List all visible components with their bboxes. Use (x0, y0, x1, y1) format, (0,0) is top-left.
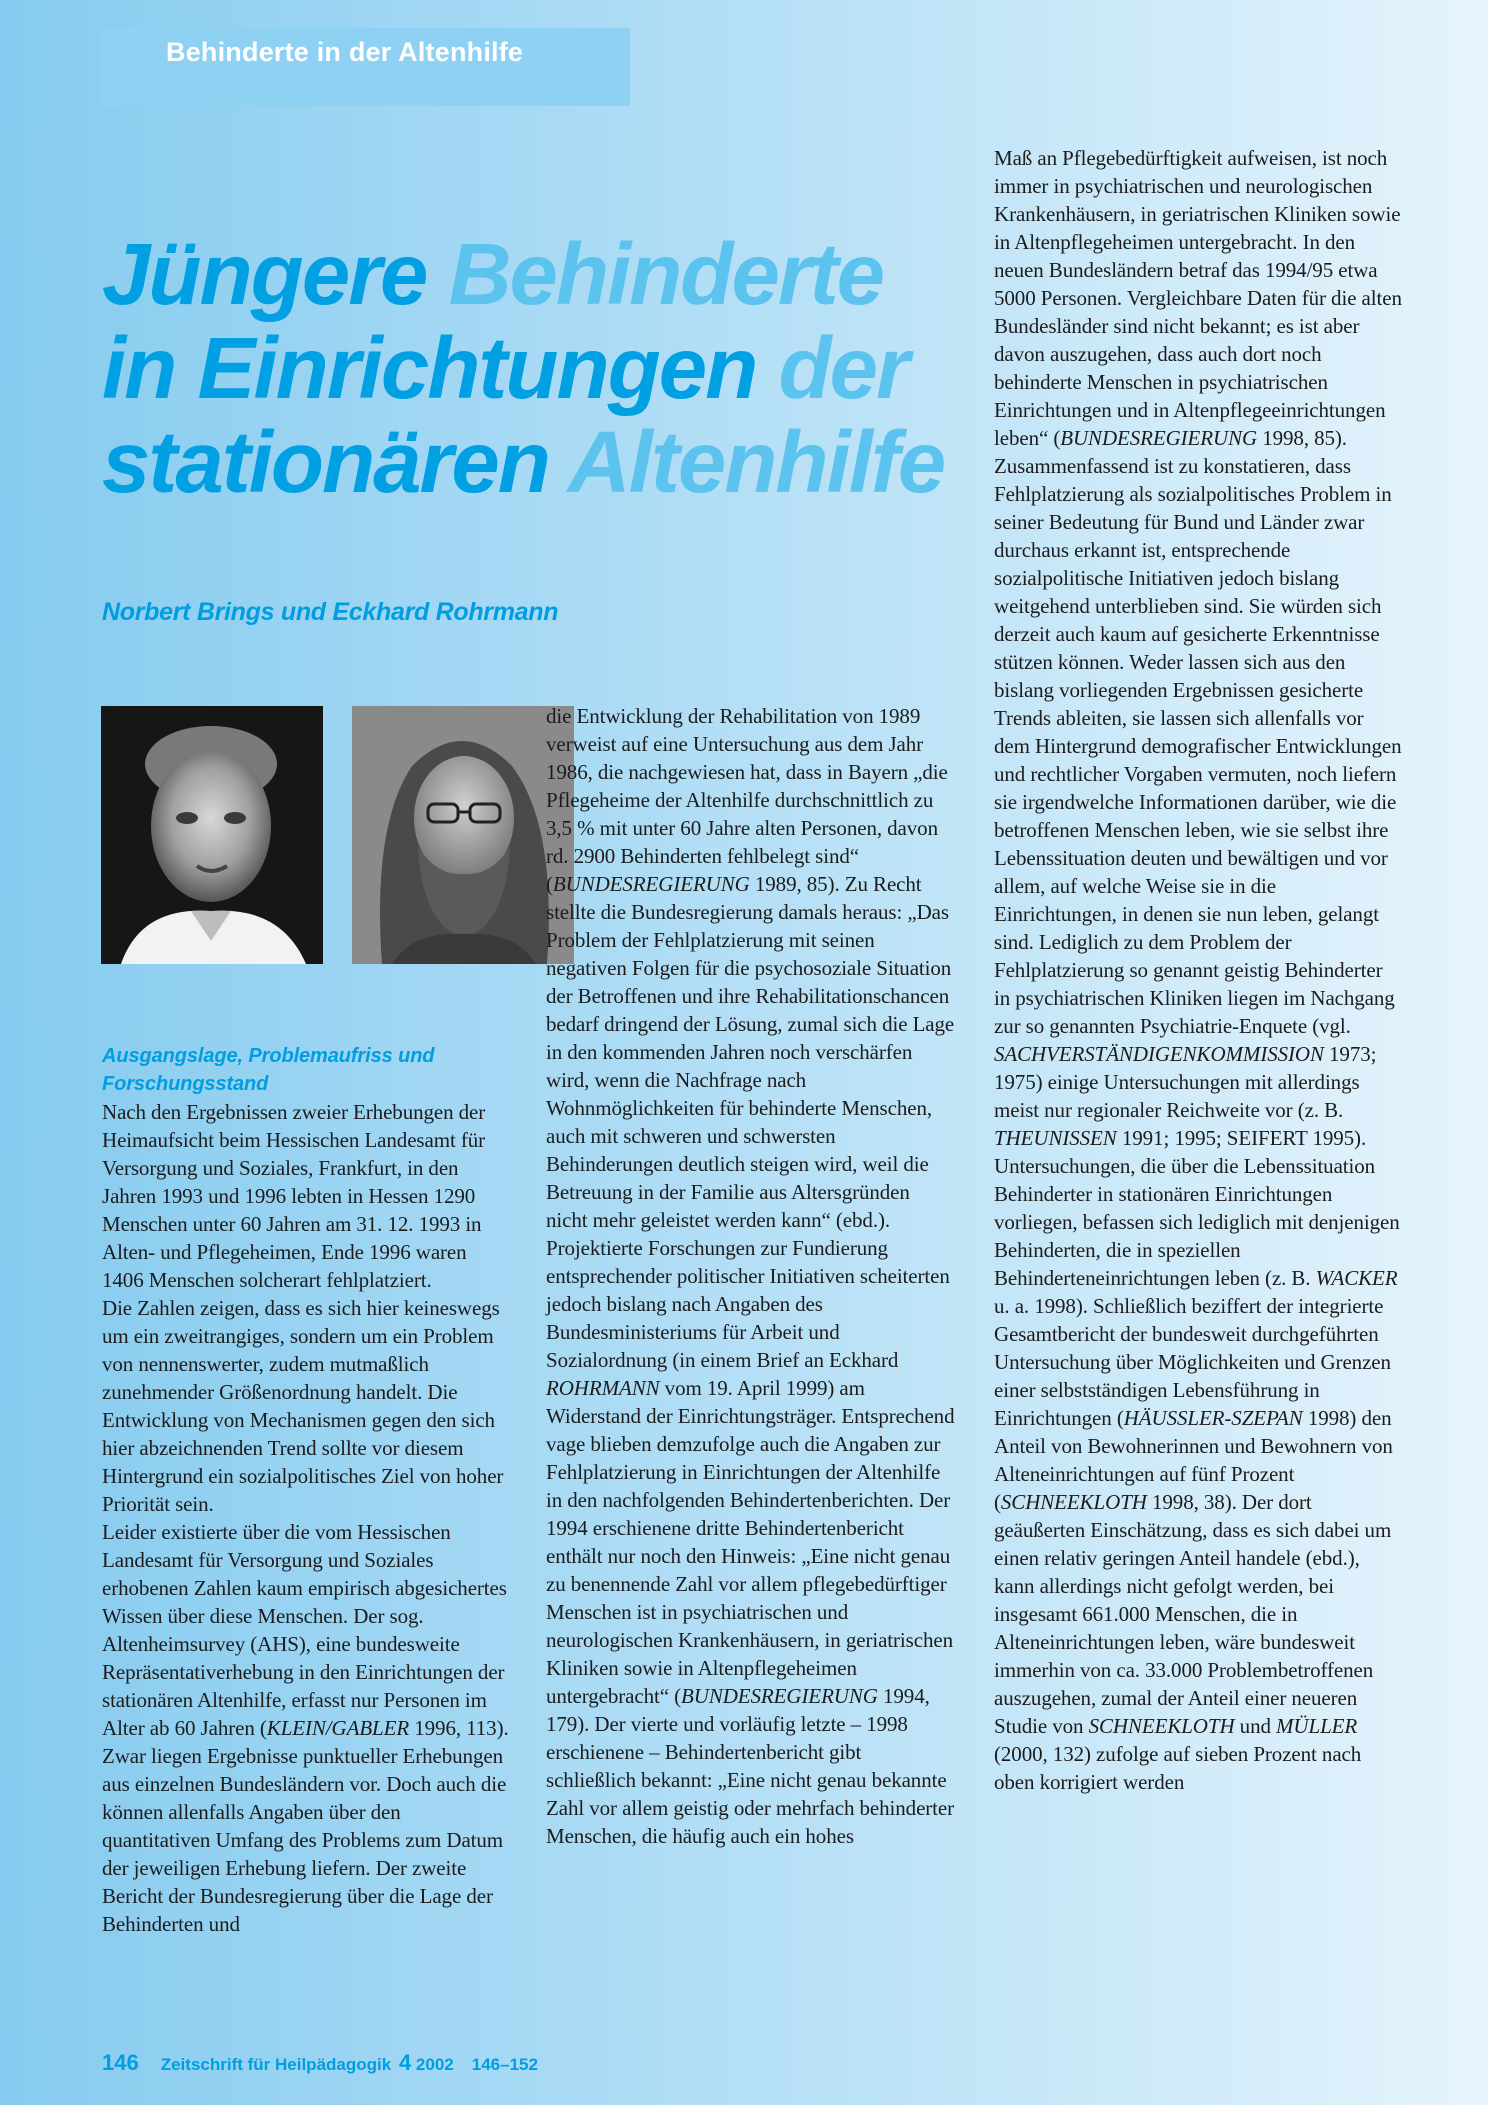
title-word: Altenhilfe (567, 414, 945, 511)
text-run: 1998, 38). Der dort geäußerten Einschätzung, dass es sich dabei um einen relativ geringen Anteil handele (ebd.), kann allerdings nicht gefolgt werden, bei insgesamt 661.000 Menschen, die in Alteneinrichtungen leben, wäre bundesweit immerhin von ca. 33.000 Problembetroffenen auszugehen, zumal der Anteil einer neueren Studie von (994, 1490, 1392, 1738)
section-header-bar (100, 28, 630, 106)
citation: ROHRMANN (546, 1376, 660, 1400)
text-run: 1989, 85). Zu Recht stellte die Bundesregierung damals heraus: „Das Problem der Fehlplatzierung mit seinen negativen Folgen für die psychosoziale Situation der Betroffenen und ihre Rehabilitationschancen bedarf dringend der Lösung, zumal sich die Lage in den kommenden Jahren noch verschärfen wird, wenn die Nachfrage nach Wohnmöglichkeiten für behinderte Menschen, auch mit schweren und schwersten Behinderungen deutlich steigen wird, weil die Betreuung in der Familie aus Altersgründen nicht mehr geleistet werden kann“ (ebd.). Projektierte Forschungen zur Fundierung entsprechender politischer Initiativen scheiterten jedoch bislang nach Angaben des Bundesministeriums für Arbeit und Sozialordnung (in einem Brief an Eckhard (546, 872, 955, 1372)
paragraph (546, 702, 956, 1850)
text-run: 1998, 85). (1257, 426, 1347, 450)
publication-year: 2002 (415, 2055, 454, 2074)
citation: BUNDESREGIERUNG (552, 872, 750, 896)
text-run: 1998) den Anteil von Bewohnerinnen und Bewohnern von Alteneinrichtungen auf fünf Prozent ( (994, 1406, 1393, 1514)
author-photo-rohrmann (352, 706, 574, 964)
text-column-1 (102, 1042, 510, 1938)
title-word: der (778, 320, 908, 417)
text-run: die Entwicklung der Rehabilitation von 1989 verweist auf eine Untersuchung aus dem Jahr 1986, die nachgewiesen hat, dass in Bayern „die Pflegeheime der Altenhilfe durchschnittlich zu 3,5 % mit unter 60 Jahre alten Personen, davon rd. 2900 Behinderten fehlbelegt sind“ ( (546, 704, 948, 896)
section-subheading: Ausgangslage, Problemaufriss und Forschungsstand (102, 1045, 435, 1095)
citation: SACHVERSTÄNDIGENKOMMISSION (994, 1042, 1324, 1066)
journal-name: Zeitschrift für Heilpädagogik (160, 2055, 392, 2074)
text-run: 1996, 113). (409, 1716, 509, 1740)
citation: MÜLLER (1276, 1714, 1358, 1738)
article-authors: Norbert Brings und Eckhard Rohrmann (102, 598, 559, 626)
paragraph (994, 144, 1402, 452)
page-range: 146–152 (471, 2055, 538, 2074)
page-footer (102, 2050, 538, 2076)
title-word: in Einrichtungen (102, 320, 779, 417)
citation: SCHNEEKLOTH (1088, 1714, 1235, 1738)
citation: KLEIN/GABLER (266, 1716, 410, 1740)
text-column-2 (546, 702, 956, 1850)
citation: BUNDESREGIERUNG (1060, 426, 1258, 450)
article-title (102, 228, 982, 510)
text-run: 1991; 1995; SEIFERT 1995). Untersuchungen, die über die Lebenssituation Behinderter in stationären Einrichtungen vorliegen, befassen sich lediglich mit denjenigen Behinderten, die in speziellen Behinderteneinrichtungen leben (z. B. (994, 1126, 1400, 1290)
author-photo-brings (101, 706, 323, 964)
page-number: 146 (102, 2050, 139, 2075)
text-run: Maß an Pflegebedürftigkeit aufweisen, ist noch immer in psychiatrischen und neurologischen Krankenhäusern, in geriatrischen Kliniken sowie in Altenpflegeheimen untergebracht. In den neuen Bundesländern betraf das 1994/95 etwa 5000 Personen. Vergleichbare Daten für die alten Bundesländer sind nicht bekannt; es ist aber davon auszugehen, dass auch dort noch behinderte Menschen in psychiatrischen Einrichtungen und in Altenpflegeeinrichtungen leben“ ( (994, 146, 1402, 450)
title-word: Behinderte (448, 226, 884, 323)
citation: BUNDESREGIERUNG (681, 1684, 878, 1708)
portrait-image (101, 706, 323, 964)
paragraph: Die Zahlen zeigen, dass es sich hier keineswegs um ein zweitrangiges, sondern um ein Problem von nennenswerter, zudem mutmaßlich zunehmender Größenordnung handelt. Die Entwicklung von Mechanismen gegen den sich hier abzeichnenden Trend sollte vor diesem Hintergrund ein sozialpolitisches Ziel von hoher Priorität sein. (102, 1296, 504, 1516)
text-column-3 (994, 144, 1402, 1796)
portrait-image (352, 706, 574, 964)
citation: WACKER (1315, 1266, 1398, 1290)
citation: SCHNEEKLOTH (1000, 1490, 1147, 1514)
text-run: u. a. 1998). Schließlich beziffert der integrierte Gesamtbericht der bundesweit durchgeführten Untersuchung über Möglichkeiten und Grenzen einer selbstständigen Lebensführung in Einrichtungen ( (994, 1294, 1391, 1430)
text-run: (2000, 132) zufolge auf sieben Prozent nach oben korrigiert werden (994, 1742, 1362, 1794)
title-word: stationären (102, 414, 568, 511)
paragraph: Zwar liegen Ergebnisse punktueller Erhebungen aus einzelnen Bundesländern vor. Doch auch die können allenfalls Angaben über den quantitativen Umfang des Problems zum Datum der jeweiligen Erhebung liefern. Der zweite Bericht der Bundesregierung über die Lage der Behinderten und (102, 1744, 507, 1936)
text-run: 1994, 179). Der vierte und vorläufig letzte – 1998 erschienene – Behindertenbericht gibt schließlich bekannt: „Eine nicht genau bekannte Zahl vor allem geistig oder mehrfach behinderter Menschen, die häufig auch ein hohes (546, 1684, 955, 1848)
text-run: vom 19. April 1999) am Widerstand der Einrichtungsträger. Entsprechend vage blieben demzufolge auch die Angaben zur Fehlplatzierung in Einrichtungen der Altenhilfe in den nachfolgenden Behindertenberichten. Der 1994 erschienene dritte Behindertenbericht enthält nur noch den Hinweis: „Eine nicht genau zu benennende Zahl vor allem pflegebedürftiger Menschen ist in psychiatrischen und neurologischen Krankenhäusern, in geriatrischen Kliniken sowie in Altenpflegeheimen untergebracht“ ( (546, 1376, 955, 1708)
paragraph: Nach den Ergebnissen zweier Erhebungen der Heimaufsicht beim Hessischen Landesamt für Versorgung und Soziales, Frankfurt, in den Jahren 1993 und 1996 lebten in Hessen 1290 Menschen unter 60 Jahren am 31. 12. 1993 in Alten- und Pflegeheimen, Ende 1996 waren 1406 Menschen solcherart fehlplatziert. (102, 1100, 486, 1292)
paragraph (994, 452, 1402, 1796)
text-run: Leider existierte über die vom Hessischen Landesamt für Versorgung und Soziales erhobenen Zahlen kaum empirisch abgesichertes Wissen über diese Menschen. Der sog. Altenheimsurvey (AHS), eine bundesweite Repräsentativerhebung in den Einrichtungen der stationären Altenhilfe, erfasst nur Personen im Alter ab 60 Jahren ( (102, 1520, 507, 1740)
title-word: Jüngere (102, 226, 449, 323)
paragraph (102, 1518, 510, 1742)
issue-number: 4 (398, 2050, 412, 2075)
text-run: 1973; 1975) einige Untersuchungen mit allerdings meist nur regionaler Reichweite vor (z. B. (994, 1042, 1377, 1122)
text-run: und (1234, 1714, 1277, 1738)
citation: HÄUSSLER-SZEPAN (1123, 1406, 1303, 1430)
text-run: Zusammenfassend ist zu konstatieren, dass Fehlplatzierung als sozialpolitisches Problem in seiner Bedeutung für Bund und Länder zwar durchaus erkannt ist, entsprechende sozialpolitische Initiativen jedoch bislang weitgehend unterblieben sind. Sie würden sich derzeit auch kaum auf gesicherte Erkenntnisse stützen können. Weder lassen sich aus den bislang vorliegenden Ergebnissen gesicherte Trends ableiten, sie lassen sich allenfalls vor dem Hintergrund demografischer Entwicklungen und rechtlicher Vorgaben vermuten, noch liefern sie irgendwelche Informationen darüber, wie die betroffenen Menschen leben, wie sie selbst ihre Lebenssituation deuten und bewältigen und vor allem, auf welche Weise sie in die Einrichtungen, in denen sie nun leben, gelangt sind. Lediglich zu dem Problem der Fehlplatzierung so genannt geistig Behinderter in psychiatrischen Kliniken liegen im Nachgang zur so genannten Psychiatrie-Enquete (vgl. (994, 454, 1402, 1038)
citation: THEUNISSEN (994, 1126, 1117, 1150)
section-label: Behinderte in der Altenhilfe (166, 37, 524, 67)
